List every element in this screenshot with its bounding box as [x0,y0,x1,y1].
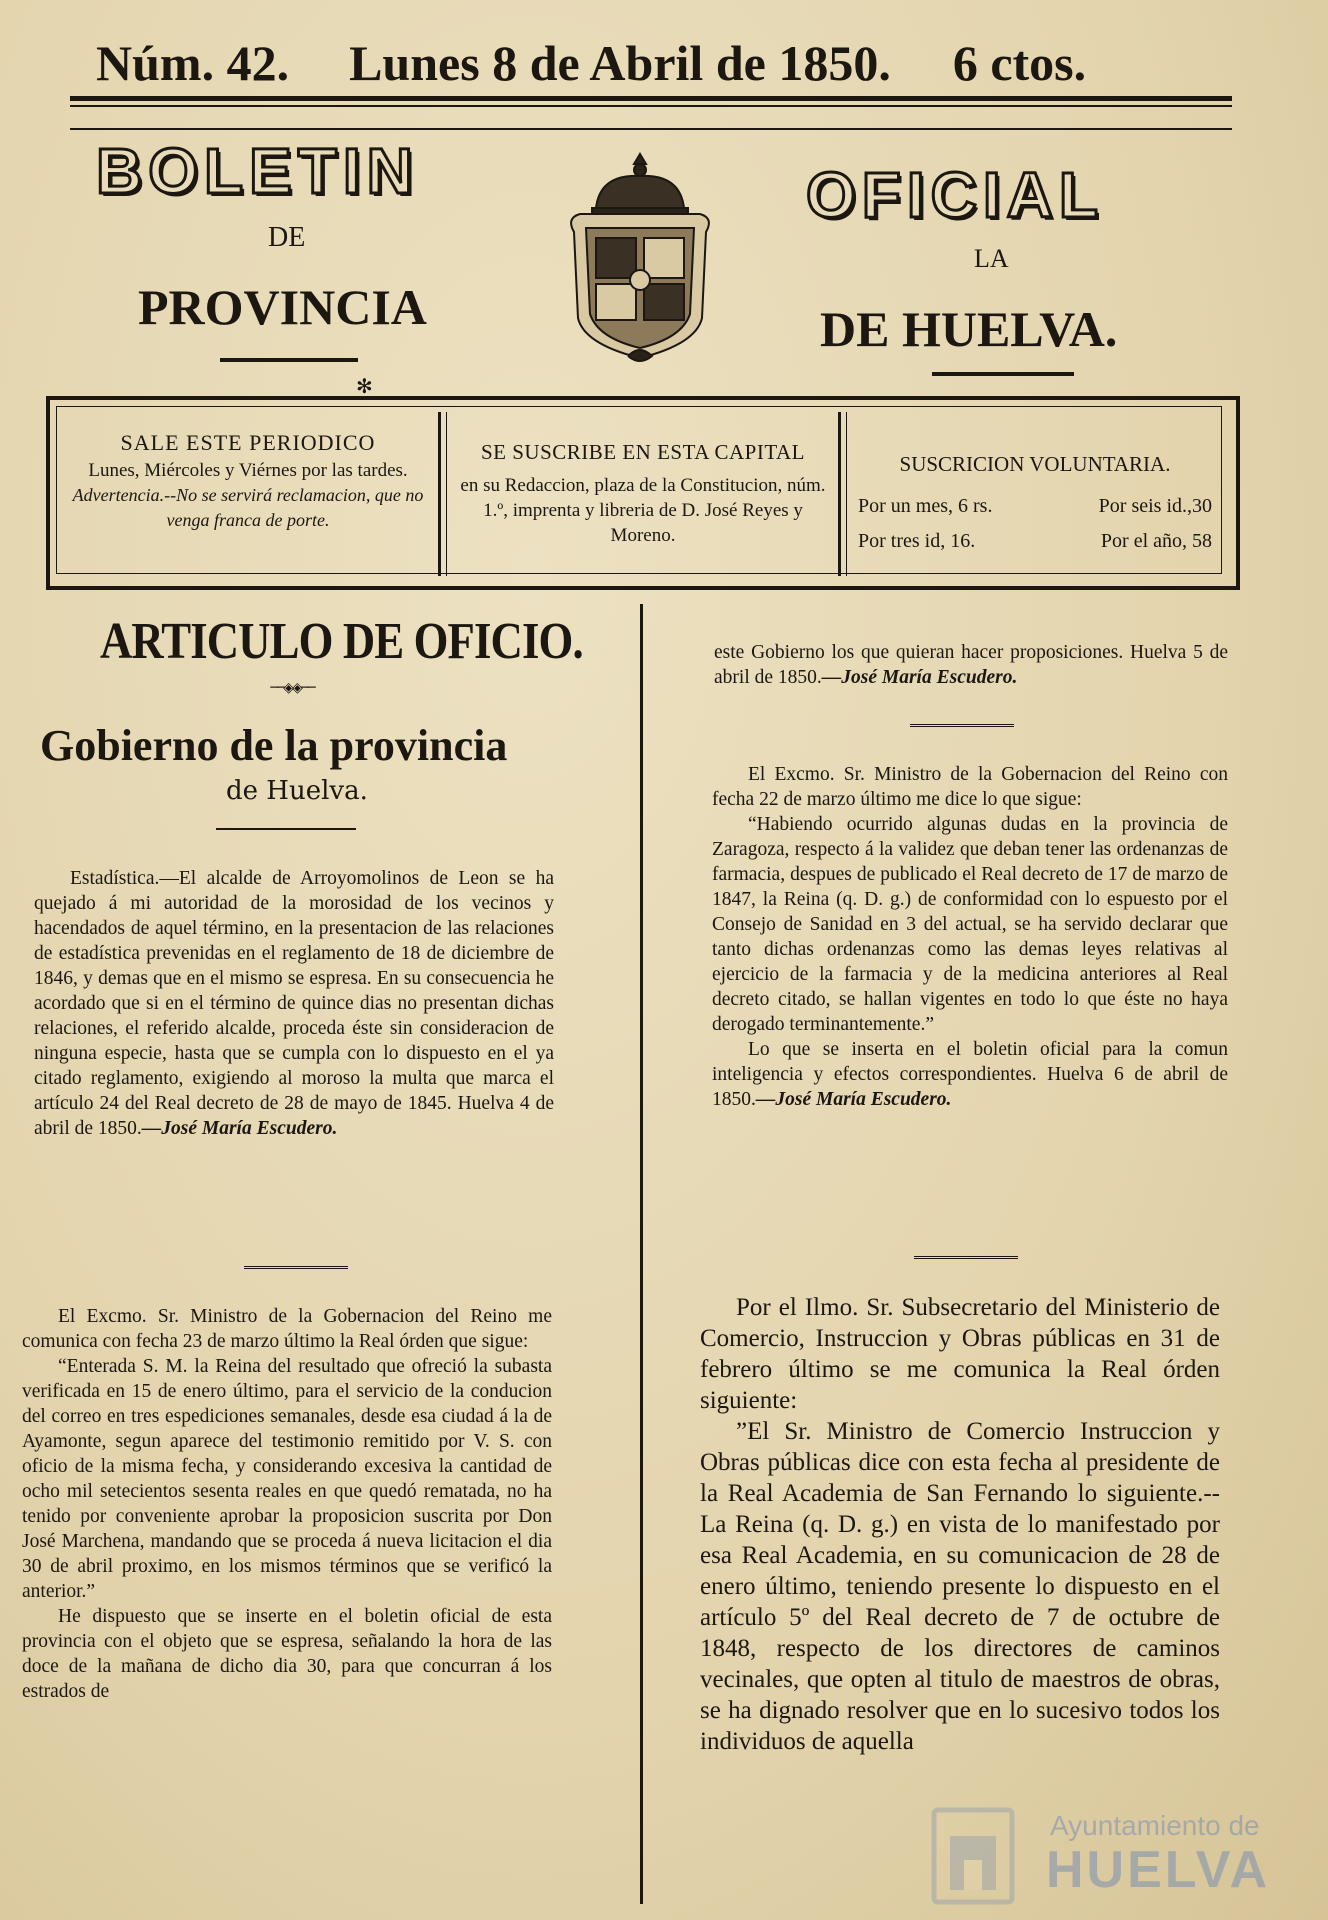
price-year: Por el año, 58 [1100,530,1212,552]
left-article-1 [34,866,554,1141]
masthead-left-rule [220,358,358,362]
farmacia-closing: Lo que se inserta en el boletin oficial para la comun inteligencia y efectos correspondientes. Huelva 6 de abril de 1850. [712,1039,1228,1110]
issue-number: Núm. 42. [96,35,290,91]
farmacia-quote: “Habiendo ocurrido algunas dudas en la provincia de Zaragoza, respecto á la validez que deban tener las ordenanzas de farmacia, despues de publicado el Real decreto de 17 de marzo de 1847, la Reina (q. D. g.) de conformidad con lo espuesto por el Consejo de Sanidad en 3 del actual, se ha servido declarar que tanto dichas ordenanzas como las demas leyes relativas al ejercicio de la farmacia y de la medicina anteriores al Real decreto citado, se hallan vigentes en todo lo que éste no haya derogado terminantemente.” [712,814,1228,1035]
price-six-months: Por seis id.,30 [1098,495,1212,517]
right-article-farmacia [712,762,1228,1112]
right-separator-1 [910,724,1014,727]
statistics-paragraph: Estadística.—El alcalde de Arroyomolinos de Leon se ha quejado á mi autoridad de la morosidad de los vecinos y hacendados de aquel término, en la presentacion de las relaciones de estadística prevenidas en el reglamento de 18 de diciembre de 1846, y demas que en el mismo se espresa. En su consecuencia he acordado que si en el término de quince dias no presentan dichas relaciones, el referido alcalde, proceda éste sin consideracion de ninguna especie, hasta que se cumpla con lo dispuesto en el ya citado reglamento, exigiendo al moroso la multa que marca el artículo 24 del Real decreto de 28 de mayo de 1845. Huelva 4 de abril de 1850. [34,868,554,1139]
signature-escudero-2: —José María Escudero. [821,667,1018,688]
gov-title: Gobierno de la provincia [40,721,508,770]
correo-quote: “Enterada S. M. la Reina del resultado que ofreció la subasta verificada en 15 de enero último, para el servicio de la conducion del correo en tres espediciones semanales, desde esa ciudad á la de Ayamonte, segun aparece del testimonio remitido por V. S. con oficio de la misma fecha, y considerando excesiva la cantidad de ocho mil setecientos sesenta reales en que quedó rematada, no ha tenido por conveniente aprobar la proposicion suscrita por Don José Marchena, mandando que se proceda á nueva licitacion el dia 30 de abril proximo, en los mismos términos que se verificó la anterior.” [22,1356,552,1602]
issue-price: 6 ctos. [952,35,1087,91]
correo-intro: El Excmo. Sr. Ministro de la Gobernacion del Reino me comunica con fecha 23 de marzo último la Real órden que sigue: [22,1306,552,1352]
header-rule-thick [70,96,1232,101]
signature-escudero-1: —José María Escudero. [141,1118,338,1139]
correo-closing: He dispuesto que se inserte en el boletin oficial de esta provincia con el objeto que se espresa, señalando la hora de las doce de la mañana de dicho dia 30, para que concurran á los estrados de [22,1606,552,1702]
academia-quote: ”El Sr. Ministro de Comercio Instruccion y Obras públicas dice con esta fecha al presidente de la Real Academia de San Fernando lo siguiente.--La Reina (q. D. g.) en vista de lo manifestado por esa Real Academia, en su comunicacion de 28 de enero último, teniendo presente lo dispuesto en el artículo 5º del Real decreto de 7 de octubre de 1848, respecto de los directores de caminos vecinales, que opten al titulo de maestros de obras, se ha dignado resolver que en lo sucesivo todos los individuos de aquella [700,1418,1220,1755]
ornament-fleuron-icon: ✻ [356,374,373,398]
info-divider-2 [446,412,447,576]
left-article-2 [22,1304,552,1704]
subscribe-title: SE SUSCRIBE EN ESTA CAPITAL [480,440,805,464]
masthead-boletin: BOLETIN [96,135,419,207]
watermark-line-1: Ayuntamiento de [1050,1810,1260,1841]
section-title: ARTICULO DE OFICIO. [100,613,583,670]
info-box-prices [852,452,1218,553]
price-month: Por un mes, 6 rs. [858,495,993,517]
section-ornament-icon: ──◈◈── [270,680,314,696]
masthead-la: LA [974,244,1009,273]
masthead-de: DE [268,222,306,253]
info-divider-1 [438,412,441,576]
masthead-oficial: OFICIAL [806,159,1104,231]
watermark-line-2: HUELVA [1046,1841,1271,1899]
header-rule-thin [70,105,1232,107]
farmacia-intro: El Excmo. Sr. Ministro de la Gobernacion del Reino con fecha 22 de marzo último me dice lo que sigue: [712,764,1228,810]
issue-header [70,34,1230,94]
gov-rule [216,828,356,830]
price-three-months: Por tres id, 16. [858,530,976,552]
column-divider [640,604,643,1904]
masthead-de-huelva: DE HUELVA. [820,301,1118,357]
gov-subtitle: de Huelva. [226,776,368,806]
info-box-subscribe [452,440,834,548]
prices-row-1 [852,495,1218,518]
right-continuation [714,640,1228,690]
right-article-academia [700,1292,1220,1757]
schedule-days: Lunes, Miércoles y Viérnes por las tardes. [88,460,408,481]
info-divider-3 [838,412,841,576]
info-box-schedule [64,430,432,533]
continuation-text: este Gobierno los que quieran hacer proposiciones. Huelva 5 de abril de 1850. [714,642,1228,688]
coat-of-arms-icon [556,148,724,368]
right-separator-2 [914,1256,1018,1259]
left-separator-1 [244,1266,348,1269]
prices-title: SUSCRICION VOLUNTARIA. [899,452,1171,476]
masthead-right-rule [932,372,1074,376]
masthead-provincia: PROVINCIA [138,279,427,335]
academia-intro: Por el Ilmo. Sr. Subsecretario del Ministerio de Comercio, Instruccion y Obras públicas en 31 de febrero último se me comunica la Real órden siguiente: [700,1294,1220,1414]
watermark-logo-icon [930,1806,1016,1906]
signature-escudero-3: —José María Escudero. [755,1089,952,1110]
schedule-warning: Advertencia.--No se servirá reclamacion, que no venga franca de porte. [72,485,424,530]
subscribe-text: en su Redaccion, plaza de la Constitucion, núm. 1.º, imprenta y libreria de D. José Reyes y Moreno. [460,475,826,546]
schedule-title: SALE ESTE PERIODICO [120,430,376,455]
info-divider-4 [846,412,847,576]
issue-date: Lunes 8 de Abril de 1850. [349,35,891,91]
prices-row-2 [852,530,1218,553]
header-rule-thin-2 [70,128,1232,130]
